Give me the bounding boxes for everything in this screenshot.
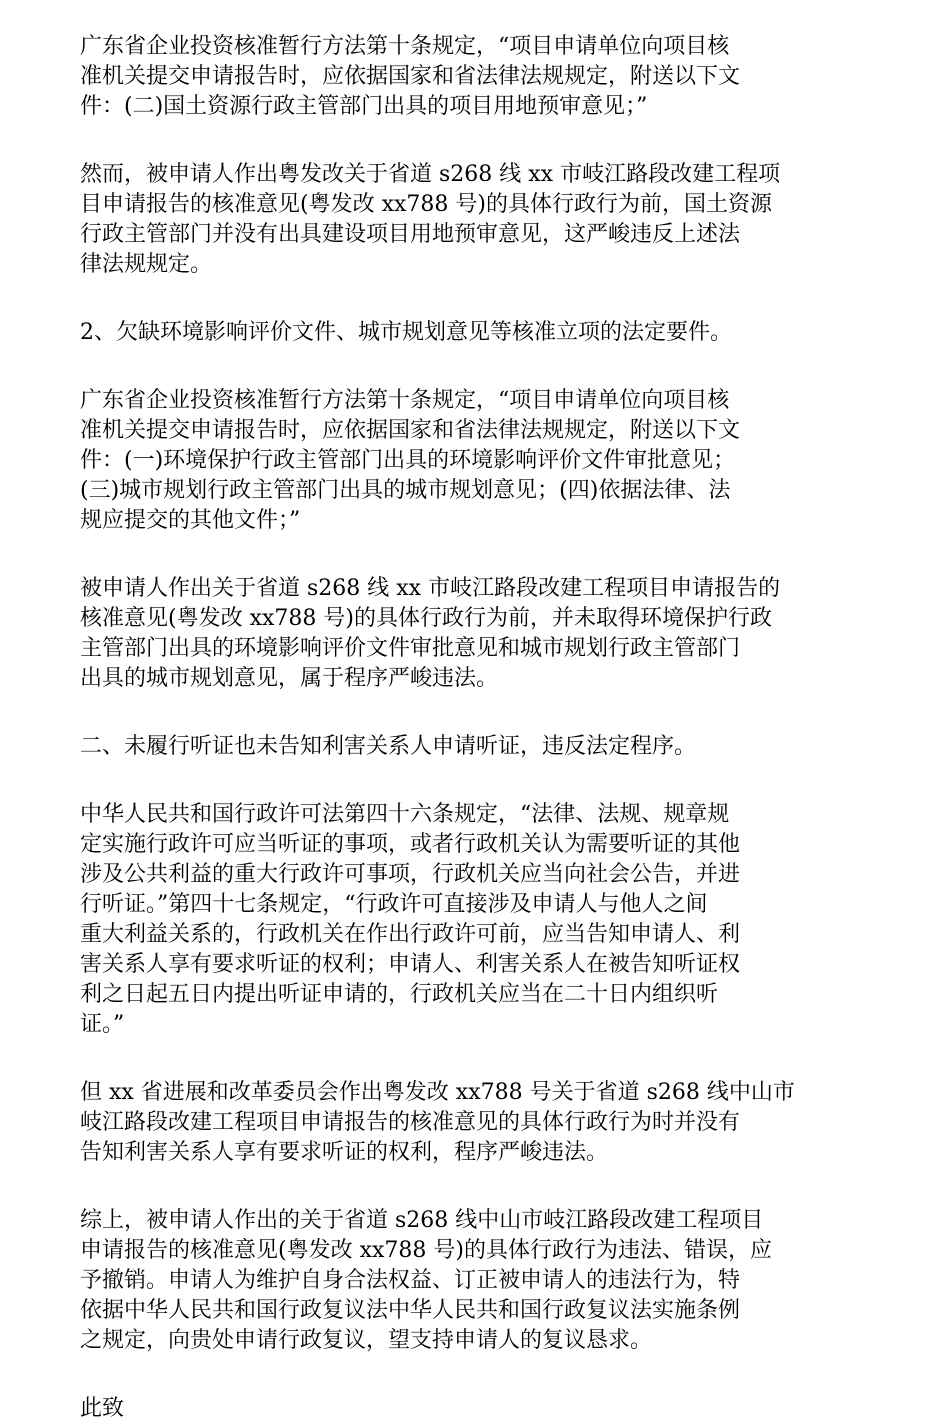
paragraph-land-requirement: 广东省企业投资核准暂行方法第十条规定，“项目申请单位向项目核 准机关提交申请报告时，应依据国家和省法律法规规定，附送以下文 件：(二)国土资源行政主管部门出具的项目用地预审意见；”	[80, 34, 741, 119]
paragraph-environment-requirement: 广东省企业投资核准暂行方法第十条规定，“项目申请单位向项目核 准机关提交申请报告时，应依据国家和省法律法规规定，附送以下文 件：(一)环境保护行政主管部门出具的环境影响评价文件审批意见； (三)城市规划行政主管部门出具的城市规划意见；(四)依据法律、法 规应提交的其他文件；”	[80, 388, 741, 533]
paragraph-heading-missing-documents: 2、欠缺环境影响评价文件、城市规划意见等核准立项的法定要件。	[80, 320, 732, 345]
paragraph-heading-hearing: 二、未履行听证也未告知利害关系人申请听证，违反法定程序。	[80, 734, 697, 759]
paragraph-land-violation: 然而，被申请人作出粤发改关于省道 s268 线 xx 市岐江路段改建工程项 目申请报告的核准意见(粤发改 xx788 号)的具体行政行为前，国土资源 行政主管部门并没有出具建设项目用地预审意见，这严峻违反上述法 律法规规定。	[80, 162, 781, 277]
paragraph-conclusion: 综上，被申请人作出的关于省道 s268 线中山市岐江路段改建工程项目 申请报告的核准意见(粤发改 xx788 号)的具体行政行为违法、错误，应 予撤销。申请人为维护自身合法权益、订正被申请人的违法行为，特 依据中华人民共和国行政复议法中华人民共和国行政复议法实施条例 之规定，向贵处申请行政复议，望支持申请人的复议恳求。	[80, 1208, 772, 1353]
paragraph-hearing-law: 中华人民共和国行政许可法第四十六条规定，“法律、法规、规章规 定实施行政许可应当听证的事项，或者行政机关认为需要听证的其他 涉及公共利益的重大行政许可事项，行政机关应当向社会公告，并进 行听证。”第四十七条规定，“行政许可直接涉及申请人与他人之间 重大利益关系的，行政机关在作出行政许可前，应当告知申请人、利 害关系人享有要求听证的权利；申请人、利害关系人在被告知听证权 利之日起五日内提出听证申请的，行政机关应当在二十日内组织听 证。”	[80, 802, 741, 1037]
paragraph-hearing-violation: 但 xx 省进展和改革委员会作出粤发改 xx788 号关于省道 s268 线中山市 岐江路段改建工程项目申请报告的核准意见的具体行政行为时并没有 告知利害关系人享有要求听证的权利，程序严峻违法。	[80, 1080, 795, 1165]
paragraph-environment-violation: 被申请人作出关于省道 s268 线 xx 市岐江路段改建工程项目申请报告的 核准意见(粤发改 xx788 号)的具体行政行为前，并未取得环境保护行政 主管部门出具的环境影响评价文件审批意见和城市规划行政主管部门 出具的城市规划意见，属于程序严峻违法。	[80, 576, 781, 691]
paragraph-closing: 此致	[80, 1396, 125, 1421]
